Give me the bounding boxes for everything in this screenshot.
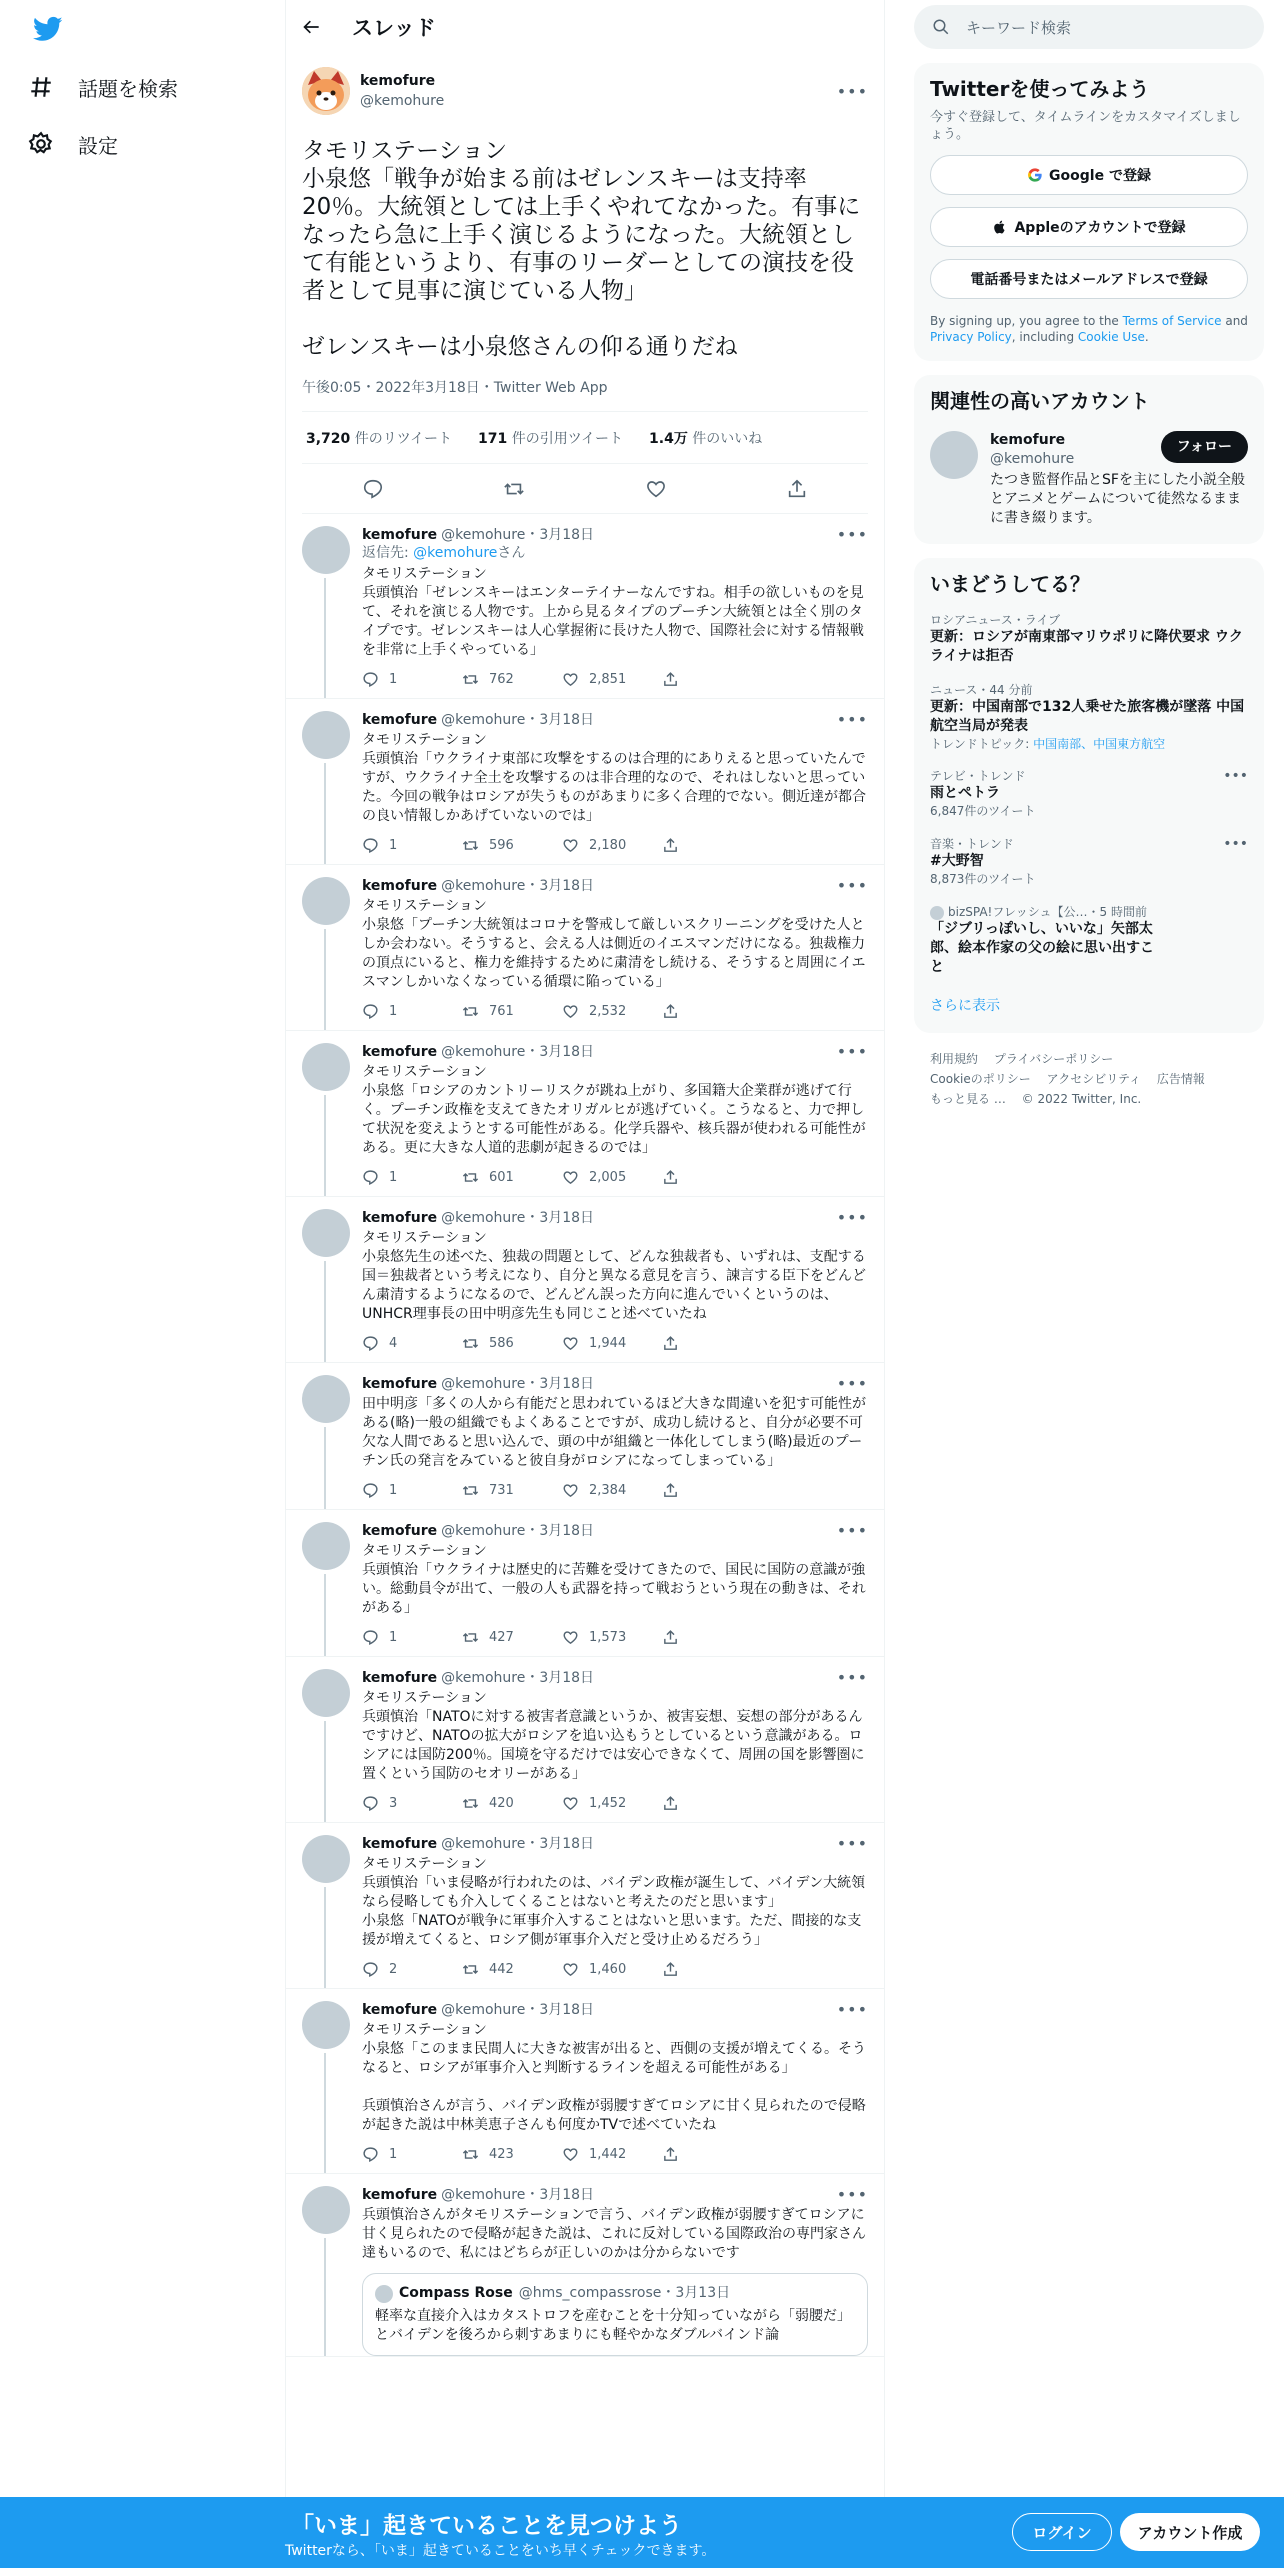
back-arrow-icon[interactable]	[302, 17, 322, 37]
share-button[interactable]	[662, 1629, 762, 1646]
more-options-icon[interactable]: •••	[836, 1374, 868, 1393]
more-options-icon[interactable]: •••	[836, 1668, 868, 1687]
signup-title: Twitterを使ってみよう	[930, 77, 1150, 101]
reply-button[interactable]: 1	[362, 671, 462, 688]
thread-line	[324, 1261, 326, 1362]
reply-button[interactable]: 1	[362, 837, 462, 854]
author-name[interactable]: kemofure	[362, 1670, 438, 1686]
login-button[interactable]: ログイン	[1012, 2513, 1112, 2551]
reply-button[interactable]: 2	[362, 1961, 462, 1978]
reply-button[interactable]: 1	[362, 1482, 462, 1499]
search-icon	[932, 18, 950, 36]
gear-icon	[28, 131, 54, 157]
reply-list	[286, 514, 884, 2357]
tweet-text: タモリステーション 兵頭慎治「ゼレンスキーはエンターテイナーなんですね。相手の欲しいものを見て、それを演じる人物です。上から見るタイプのプーチン大統領とは全く別のタイプです。ゼレンスキーは人心掌握術に長けた人物で、国際社会に対する情報戦を非常に上手くやっている」	[362, 566, 864, 658]
author-meta[interactable]: @kemohure・3月18日	[441, 527, 595, 543]
tweet-actions	[362, 660, 868, 698]
reply-tweet[interactable]	[286, 514, 884, 699]
retweet-button[interactable]: 423	[462, 2146, 562, 2163]
trend-item[interactable]	[930, 836, 1248, 888]
reply-tweet[interactable]	[286, 1989, 884, 2174]
reply-button[interactable]: 1	[362, 2146, 462, 2163]
tweet-text: タモリステーション 兵頭慎治「いま侵略が行われたのは、バイデン政権が誕生して、バイデン大統領なら侵略しても介入してくることはないと考えたのだと思います」 小泉悠「NATOが戦争に軍事介入することはないと思います。ただ、間接的な支援が増えてくると、ロシア側が軍事介入だと受け止めるだろう」	[362, 1856, 866, 1948]
search-box[interactable]	[914, 5, 1264, 49]
reply-icon	[362, 671, 379, 688]
avatar[interactable]	[302, 1669, 350, 1717]
trend-title: 更新：ロシアが南東部マリウポリに降伏要求 ウクライナは拒否	[930, 629, 1243, 664]
author-meta[interactable]: @kemohure・3月18日	[441, 2187, 595, 2203]
share-icon	[662, 1482, 679, 1499]
right-sidebar	[914, 0, 1264, 1125]
avatar[interactable]	[930, 431, 978, 479]
retweet-icon	[462, 1169, 479, 1186]
like-button[interactable]: 2,851	[562, 671, 662, 688]
retweet-icon	[462, 671, 479, 688]
share-button[interactable]	[662, 1003, 762, 1020]
share-button[interactable]	[662, 837, 762, 854]
tweet-text: タモリステーション 小泉悠先生の述べた、独裁の問題として、どんな独裁者も、いずれは、支配する国＝独裁者という考えになり、自分と異なる意見を言う、諫言する臣下をどんどん粛清するようになるので、どんどん誤った方向に進んでいくというのは、UNHCR理事長の田中明彦先生も同じこと述べていたね	[362, 1230, 866, 1322]
author-name[interactable]: kemofure	[362, 1210, 438, 1226]
trend-context: テレビ・トレンド	[930, 769, 1026, 783]
share-icon	[662, 1961, 679, 1978]
retweet-button[interactable]: 420	[462, 1795, 562, 1812]
author-name[interactable]: kemofure	[362, 2002, 438, 2018]
tweet-actions	[362, 826, 868, 864]
trend-item[interactable]	[930, 682, 1248, 752]
like-icon	[562, 1482, 579, 1499]
footer-cookie[interactable]: Cookieのポリシー	[930, 1072, 1031, 1086]
more-options-icon[interactable]: •••	[836, 1208, 868, 1227]
footer-more[interactable]: もっと見る …	[930, 1092, 1006, 1106]
main-column	[285, 0, 885, 2568]
author-name[interactable]: kemofure	[362, 1044, 438, 1060]
thread-line	[324, 1574, 326, 1656]
tweet-timestamp[interactable]: 午後0:05・2022年3月18日・Twitter Web App	[302, 377, 868, 412]
focal-tweet-header	[302, 63, 868, 119]
tweet-text: タモリステーション 兵頭慎治「NATOに対する被害者意識というか、被害妄想、妄想の部分があるんですけど、NATOの拡大がロシアを追い込もうとしているという意識がある。ロシアには国防200％。国境を守るだけでは安心できなくて、周囲の国を影響圏に置くという国防のセオリーがある」	[362, 1690, 865, 1782]
avatar[interactable]	[302, 877, 350, 925]
share-button[interactable]	[662, 671, 762, 688]
like-button[interactable]: 1,460	[562, 1961, 662, 1978]
nav-settings-label: 設定	[78, 133, 118, 158]
author-meta[interactable]: @kemohure・3月18日	[441, 1836, 595, 1852]
reply-button[interactable]: 3	[362, 1795, 462, 1812]
header	[286, 0, 884, 53]
retweet-button[interactable]: 427	[462, 1629, 562, 1646]
retweet-button[interactable]: 601	[462, 1169, 562, 1186]
reply-icon	[362, 2146, 379, 2163]
trend-title: #大野智	[930, 853, 984, 869]
retweet-icon	[462, 1003, 479, 1020]
avatar-image	[302, 67, 350, 115]
author-name[interactable]: kemofure	[362, 2187, 438, 2203]
more-options-icon[interactable]: •••	[836, 876, 868, 895]
nav-settings[interactable]	[28, 122, 118, 166]
tweet-actions	[362, 1618, 868, 1656]
share-button[interactable]	[662, 2146, 762, 2163]
reply-tweet[interactable]	[286, 2174, 884, 2357]
like-button[interactable]: 1,944	[562, 1335, 662, 1352]
tweet-actions	[362, 992, 868, 1030]
author-name[interactable]: kemofure	[362, 1376, 438, 1392]
hashtag-icon	[28, 74, 54, 100]
trend-item[interactable]	[930, 904, 1248, 977]
reply-tweet[interactable]	[286, 1363, 884, 1510]
replying-to: 返信先: @kemohureさん	[362, 545, 526, 561]
thread-line	[324, 929, 326, 1030]
tweet-text: タモリステーション 小泉悠「このまま民間人に大きな被害が出ると、西側の支援が増えてくる。そうなると、ロシアが軍事介入と判断するラインを超える可能性がある」 兵頭慎治さんが言う、バイデン政権が弱腰すぎてロシアに甘く見られたので侵略が起きた説は中林美恵子さんも何度かTVで述べていたね	[362, 2022, 866, 2133]
like-icon	[562, 2146, 579, 2163]
author-name[interactable]: kemofure	[362, 878, 438, 894]
reply-tweet[interactable]	[286, 865, 884, 1031]
tweet-text: タモリステーション 小泉悠「プーチン大統領はコロナを警戒して厳しいスクリーニングを受けた人としか会わない。そうすると、会える人は側近のイエスマンだけになる。独裁権力の頂点にいると、権力を維持するために粛清をし続ける、そうすると周囲にイエスマンしかいなくなっている循環に陥っている」	[362, 898, 866, 990]
footer-copyright: © 2022 Twitter, Inc.	[1021, 1092, 1142, 1106]
like-icon	[562, 671, 579, 688]
reply-tweet[interactable]	[286, 1197, 884, 1363]
reply-icon	[362, 1335, 379, 1352]
google-signup-button[interactable]: Google で登録	[930, 155, 1248, 195]
thread-line	[324, 2053, 326, 2173]
tweet-text: タモリステーション 兵頭慎治「ウクライナ東部に攻撃をするのは合理的にありえると思っていたんですが、ウクライナ全土を攻撃するのは非合理的なので、それはしないと思っていた。今回の戦争はロシアが失うものがあまりに多く合理的でない。側近達が都合の良い情報しかあげていないのでは」	[362, 732, 866, 824]
reply-button[interactable]: 1	[362, 1629, 462, 1646]
reply-icon	[362, 837, 379, 854]
like-icon	[562, 1629, 579, 1646]
related-title: 関連性の高いアカウント	[930, 389, 1150, 413]
trend-item[interactable]	[930, 612, 1248, 666]
more-options-icon[interactable]: •••	[836, 525, 868, 544]
page-title: スレッド	[352, 15, 436, 40]
author-name[interactable]: kemofure	[362, 712, 438, 728]
account-bio: たつき監督作品とSFを主にした小説全般とアニメとゲームについて徒然なるままに書き綴ります。	[990, 472, 1245, 526]
retweet-button[interactable]: 761	[462, 1003, 562, 1020]
avatar[interactable]	[302, 1209, 350, 1257]
retweet-button[interactable]: 586	[462, 1335, 562, 1352]
like-icon	[562, 837, 579, 854]
retweet-icon	[462, 1629, 479, 1646]
apple-icon	[992, 219, 1008, 235]
like-icon	[562, 1795, 579, 1812]
retweet-icon	[462, 1335, 479, 1352]
like-icon[interactable]	[645, 478, 667, 500]
trends-title: いまどうしてる？	[930, 572, 1090, 596]
show-more-link[interactable]: さらに表示	[930, 998, 1000, 1014]
trend-topic-link[interactable]: 中国南部、中国東方航空	[1033, 737, 1166, 751]
retweet-stat[interactable]: 3,720 件のリツイート	[306, 430, 453, 447]
share-icon	[662, 1795, 679, 1812]
like-icon	[562, 1335, 579, 1352]
share-icon[interactable]	[786, 478, 808, 500]
reply-icon[interactable]	[362, 478, 384, 500]
avatar[interactable]	[302, 711, 350, 759]
footer-privacy[interactable]: プライバシーポリシー	[993, 1052, 1114, 1066]
share-button[interactable]	[662, 1795, 762, 1812]
more-options-icon[interactable]: •••	[836, 1521, 868, 1540]
tweet-text: タモリステーション 小泉悠「戦争が始まる前はゼレンスキーは支持率20％。大統領としては上手くやれてなかった。有事になったら急に上手く演じるようになった。大統領として有能というより、有事のリーダーとしての演技を役者として見事に演じている人物」 ゼレンスキーは小泉悠さんの仰る通りだね	[302, 138, 861, 360]
quote-author-name: Compass Rose	[399, 2285, 513, 2301]
tweet-text: 田中明彦「多くの人から有能だと思われているほど大きな間違いを犯す可能性がある(略)一般の組織でもよくあることですが、成功し続けると、自分が必要不可欠な人間であると思い込んで、頭の中が組織と一体化してしまう(略)最近のプーチン氏の発言をみていると彼自身がロシアになってしまっている」	[362, 1396, 866, 1469]
trend-context: bizSPA!フレッシュ【公…・5 時間前	[930, 904, 1248, 920]
share-icon	[662, 1169, 679, 1186]
like-icon	[562, 1169, 579, 1186]
reply-tweet[interactable]	[286, 1031, 884, 1197]
reply-tweet[interactable]	[286, 699, 884, 865]
avatar[interactable]	[302, 1375, 350, 1423]
trend-count: 6,847件のツイート	[930, 804, 1036, 818]
share-button[interactable]	[662, 1169, 762, 1186]
like-button[interactable]: 2,384	[562, 1482, 662, 1499]
focal-tweet	[286, 53, 884, 412]
quoted-tweet[interactable]	[362, 2273, 868, 2356]
thread-line	[324, 763, 326, 864]
retweet-button[interactable]: 442	[462, 1961, 562, 1978]
privacy-link[interactable]: Privacy Policy	[930, 330, 1012, 344]
reply-tweet[interactable]	[286, 1657, 884, 1823]
retweet-icon	[462, 1795, 479, 1812]
thread-line	[324, 1427, 326, 1509]
tweet-actions	[362, 2135, 868, 2173]
bottom-signup-banner	[0, 2497, 1284, 2568]
related-accounts-card	[914, 375, 1264, 544]
retweet-icon	[462, 1482, 479, 1499]
share-button[interactable]	[662, 1961, 762, 1978]
author-name[interactable]: kemofure	[362, 527, 438, 543]
reply-button[interactable]: 4	[362, 1335, 462, 1352]
thread-line	[324, 1721, 326, 1822]
more-options-icon[interactable]: •••	[836, 710, 868, 729]
retweet-icon	[462, 2146, 479, 2163]
author-meta[interactable]: @kemohure・3月18日	[441, 712, 595, 728]
tweet-actions	[362, 1950, 868, 1988]
like-button[interactable]: 1,452	[562, 1795, 662, 1812]
source-avatar	[930, 906, 944, 920]
tweet-actions	[362, 1471, 868, 1509]
trend-item[interactable]	[930, 768, 1248, 820]
create-account-button[interactable]: アカウント作成	[1120, 2513, 1260, 2551]
tweet-text: タモリステーション 小泉悠「ロシアのカントリーリスクが跳ね上がり、多国籍大企業群が逃げて行く。プーチン政権を支えてきたオリガルヒが逃げていく。こうなると、力で押して状況を変えようとする可能性がある。化学兵器や、核兵器が使われる可能性がある。更に大きな人道的悲劇が起きるのでは」	[362, 1064, 866, 1156]
author-meta[interactable]: @kemohure・3月18日	[441, 2002, 595, 2018]
nav-explore[interactable]	[28, 65, 178, 109]
share-icon	[662, 1003, 679, 1020]
signup-card	[914, 63, 1264, 361]
twitter-logo-icon[interactable]	[30, 14, 66, 44]
share-icon	[662, 837, 679, 854]
thread-line	[324, 578, 326, 698]
google-icon	[1027, 167, 1043, 183]
search-input[interactable]: キーワード検索	[966, 18, 1072, 37]
reply-icon	[362, 1629, 379, 1646]
thread-line	[324, 1887, 326, 1988]
footer-terms[interactable]: 利用規約	[930, 1052, 979, 1066]
avatar[interactable]	[302, 1522, 350, 1570]
tweet-actions	[302, 464, 868, 514]
tweet-text: タモリステーション 兵頭慎治「ウクライナは歴史的に苦難を受けてきたので、国民に国防の意識が強い。総動員令が出て、一般の人も武器を持って戦おうという現在の動きは、それがある」	[362, 1543, 866, 1616]
retweet-button[interactable]: 596	[462, 837, 562, 854]
reply-icon	[362, 1003, 379, 1020]
like-icon	[562, 1003, 579, 1020]
avatar[interactable]	[302, 67, 350, 115]
left-nav	[0, 0, 285, 2568]
tweet-actions	[362, 1324, 868, 1362]
author-handle[interactable]: @kemohure	[360, 93, 445, 109]
trend-title: 雨とペトラ	[930, 785, 1000, 801]
author-name[interactable]: kemofure	[362, 1523, 438, 1539]
like-button[interactable]: 2,532	[562, 1003, 662, 1020]
share-icon	[662, 2146, 679, 2163]
signup-subtitle: 今すぐ登録して、タイムラインをカスタマイズしましょう。	[930, 110, 1241, 142]
author-meta[interactable]: @kemohure・3月18日	[441, 1523, 595, 1539]
retweet-button[interactable]: 731	[462, 1482, 562, 1499]
tweet-actions	[362, 1158, 868, 1196]
quote-stat[interactable]: 171 件の引用ツイート	[478, 430, 624, 447]
thread-line	[324, 1095, 326, 1196]
more-options-icon[interactable]: •••	[836, 1834, 868, 1853]
avatar[interactable]	[302, 2186, 350, 2234]
account-handle[interactable]: @kemohure	[990, 451, 1075, 467]
share-button[interactable]	[662, 1335, 762, 1352]
like-button[interactable]: 2,005	[562, 1169, 662, 1186]
banner-subtitle: Twitterなら、「いま」起きていることをいち早くチェックできます。	[285, 2543, 716, 2559]
trend-context: 音楽・トレンド	[930, 837, 1014, 851]
more-options-icon[interactable]: •••	[836, 2185, 868, 2204]
reply-icon	[362, 1169, 379, 1186]
share-icon	[662, 671, 679, 688]
reply-icon	[362, 1961, 379, 1978]
replying-to-link[interactable]: @kemohure	[413, 545, 498, 561]
apple-signup-button[interactable]: Appleのアカウントで登録	[930, 207, 1248, 247]
more-options-icon[interactable]: •••	[1223, 836, 1248, 852]
thread-line	[324, 2238, 326, 2356]
retweet-icon	[462, 837, 479, 854]
author-name[interactable]: kemofure	[360, 73, 436, 89]
footer	[914, 1033, 1264, 1125]
author-meta[interactable]: @kemohure・3月18日	[441, 1210, 595, 1226]
retweet-icon[interactable]	[503, 478, 525, 500]
nav-explore-label: 話題を検索	[78, 76, 178, 101]
phone-email-signup-button[interactable]: 電話番号またはメールアドレスで登録	[930, 259, 1248, 299]
related-account[interactable]	[930, 431, 1248, 528]
retweet-icon	[462, 1961, 479, 1978]
author-meta[interactable]: @kemohure・3月18日	[441, 1670, 595, 1686]
trend-count: 8,873件のツイート	[930, 872, 1036, 886]
avatar[interactable]	[302, 2001, 350, 2049]
author-name[interactable]: kemofure	[362, 1836, 438, 1852]
more-options-icon[interactable]: •••	[1223, 768, 1248, 784]
trend-topic: トレンドトピック: 中国南部、中国東方航空	[930, 737, 1166, 751]
reply-tweet[interactable]	[286, 1823, 884, 1989]
author-meta[interactable]: @kemohure・3月18日	[441, 878, 595, 894]
retweet-button[interactable]: 762	[462, 671, 562, 688]
reply-button[interactable]: 1	[362, 1003, 462, 1020]
banner-title: 「いま」起きていることを見つけよう	[291, 2513, 682, 2539]
share-button[interactable]	[662, 1482, 762, 1499]
more-options-icon[interactable]: •••	[836, 2000, 868, 2019]
trend-context: ロシアニュース・ライブ	[930, 613, 1061, 627]
reply-icon	[362, 1482, 379, 1499]
trend-title: 「ジブリっぽいし、いいな」矢部太郎、絵本作家の父の絵に思い出すこと	[930, 921, 1154, 975]
avatar[interactable]	[302, 1043, 350, 1091]
quote-avatar	[375, 2285, 393, 2303]
author-meta[interactable]: @kemohure・3月18日	[441, 1376, 595, 1392]
quote-text: 軽率な直接介入はカタストロフを産むことを十分知っていながら「弱腰だ」とバイデンを後ろから刺すあまりにも軽やかなダブルバインド論	[375, 2308, 851, 2343]
signup-terms: By signing up, you agree to the Terms of Service and Privacy Policy, including Cookie Use.	[930, 314, 1248, 344]
trend-context: ニュース・44 分前	[930, 683, 1033, 697]
follow-button[interactable]: フォロー	[1161, 431, 1248, 463]
quote-author-meta: @hms_compassrose・3月13日	[518, 2285, 731, 2301]
tweet-text: 兵頭慎治さんがタモリステーションで言う、バイデン政権が弱腰すぎてロシアに甘く見られたので侵略が起きた説は、これに反対している国際政治の専門家さん達もいるので、私にはどちらが正しいのかは分からないです	[362, 2207, 866, 2261]
avatar[interactable]	[302, 1835, 350, 1883]
like-button[interactable]: 1,442	[562, 2146, 662, 2163]
footer-accessibility[interactable]: アクセシビリティ	[1046, 1072, 1142, 1086]
footer-ads[interactable]: 広告情報	[1156, 1072, 1205, 1086]
trends-card	[914, 558, 1264, 1033]
cookie-link[interactable]: Cookie Use	[1077, 330, 1145, 344]
reply-tweet[interactable]	[286, 1510, 884, 1657]
reply-icon	[362, 1795, 379, 1812]
share-icon	[662, 1335, 679, 1352]
more-options-icon[interactable]: •••	[836, 81, 868, 101]
like-button[interactable]: 1,573	[562, 1629, 662, 1646]
like-icon	[562, 1961, 579, 1978]
terms-link[interactable]: Terms of Service	[1122, 314, 1222, 328]
account-name[interactable]: kemofure	[990, 432, 1066, 448]
tweet-stats	[302, 412, 868, 464]
like-button[interactable]: 2,180	[562, 837, 662, 854]
reply-button[interactable]: 1	[362, 1169, 462, 1186]
more-options-icon[interactable]: •••	[836, 1042, 868, 1061]
share-icon	[662, 1629, 679, 1646]
author-meta[interactable]: @kemohure・3月18日	[441, 1044, 595, 1060]
avatar[interactable]	[302, 526, 350, 574]
tweet-actions	[362, 1784, 868, 1822]
like-stat[interactable]: 1.4万 件のいいね	[649, 430, 763, 447]
trend-title: 更新：中国南部で132人乗せた旅客機が墜落 中国航空当局が発表	[930, 699, 1245, 734]
